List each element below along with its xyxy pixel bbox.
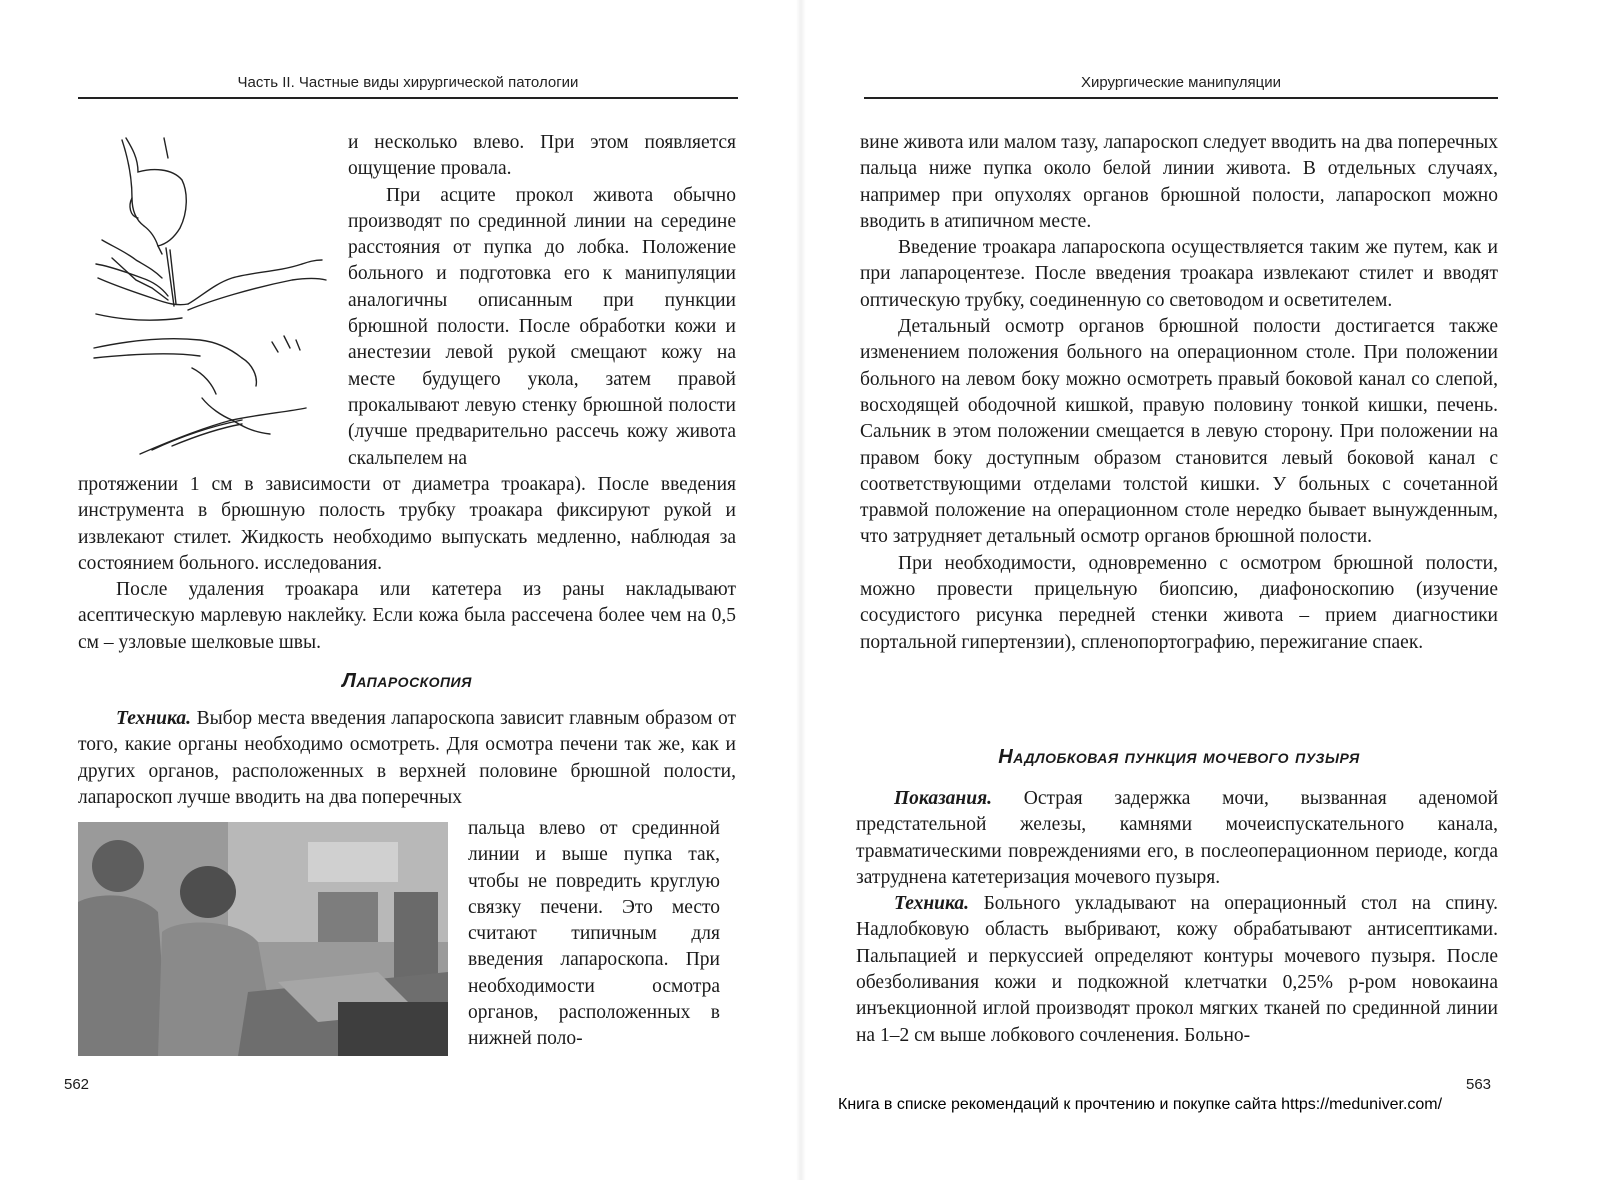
left-running-head: Часть II. Частные виды хирургической патологии bbox=[237, 74, 579, 91]
left-header-rule bbox=[78, 97, 738, 99]
indications-text: Острая задержка мочи, вызванная аденомой предстательной железы, камнями мочеиспускательного канала, травматическими повреждениями его, в послеоперационном периоде, когда затруднена катетеризация мочевого пузыря. bbox=[856, 788, 1498, 888]
technique-text: Выбор места введения лапароскопа зависит главным образом от того, какие органы необходимо осмотреть. Для осмотра печени так же, как и других органов, расположенных в верхней половине брюшной полости, лапароскоп лучше вводить на два поперечных bbox=[78, 708, 736, 808]
left-full-text bbox=[78, 472, 736, 656]
paragraph: пальца влево от срединной линии и выше пупка так, чтобы не повредить круглую связку печени. Это место считают типичным для введения лапароскопа. При необходимости осмотра органов, расположенных в нижней поло- bbox=[468, 818, 720, 1050]
indications-lead: Показания. bbox=[894, 788, 993, 809]
laparocentesis-drawing bbox=[92, 128, 330, 458]
technique-lead: Техника. bbox=[116, 708, 192, 729]
paragraph: После удаления троакара или катетера из раны накладывают асептическую марлевую наклейку. Если кожа была рассечена более чем на 0,5 см – узловые шелковые швы. bbox=[78, 579, 736, 653]
left-photo-wrap-text bbox=[468, 816, 720, 1053]
operating-room-photo bbox=[78, 822, 448, 1056]
left-wrap-text bbox=[348, 130, 736, 472]
right-header-rule bbox=[864, 97, 1498, 99]
paragraph: и несколько влево. При этом появляется ощущение провала. bbox=[348, 132, 736, 180]
technique-text: Больного укладывают на операционный стол на спину. Надлобковую область выбривают, кожу обрабатывают антисептиками. Пальпацией и перкуссией определяют контуры мочевого пузыря. После обезболивания кожи и подкожной клетчатки 0,25% р-ром новокаина инъекционной иглой производят прокол мягких тканей по срединной линии на 1–2 см выше лобкового сочленения. Больно- bbox=[856, 893, 1498, 1046]
paragraph: Введение троакара лапароскопа осуществляется таким же путем, как и при лапароцентезе. После введения троакара извлекают стилет и вводят оптическую трубку, соединенную со световодом и осветителем. bbox=[860, 237, 1498, 311]
right-page-number: 563 bbox=[1466, 1076, 1492, 1093]
paragraph: При необходимости, одновременно с осмотром брюшной полости, можно провести прицельную биопсию, диафоноскопию (изучение сосудистого рисунка передней стенки живота – прием диагностики портальной гипертензии), спленопортографию, пережигание спаек. bbox=[860, 552, 1498, 653]
paragraph: Детальный осмотр органов брюшной полости достигается также изменением положения больного на операционном столе. При положении больного на левом боку можно осмотреть правый боковой канал со слепой, восходящей ободочной кишкой, правую половину тонкой кишки, печень. Сальник в этом положении смещается в левую сторону. При положении на правом боку доступным образом становится левый боковой канал с соответствующими отделами толстой кишки. У больных с сочетанной травмой положение на операционном столе нередко бывает вынужденным, что затрудняет детальный осмотр органов брюшной полости. bbox=[860, 316, 1498, 548]
technique-lead: Техника. bbox=[894, 893, 970, 915]
paragraph: При асците прокол живота обычно производят по срединной линии на середине расстояния от пупка до лобка. Положение больного и подготовка его к манипуляции аналогичны описанным при пункции брюшной полости. После обработки кожи и анестезии левой рукой смещают кожу на месте будущего укола, затем правой прокалывают левую стенку брюшной полости (лучше предварительно рассечь кожу живота скальпелем на bbox=[348, 184, 736, 469]
left-page-number: 562 bbox=[64, 1076, 90, 1093]
footer-note: Книга в списке рекомендаций к прочтению и покупке сайта https://meduniver.com/ bbox=[838, 1096, 1443, 1113]
right-indications-text bbox=[856, 786, 1498, 1049]
paragraph: протяжении 1 см в зависимости от диаметра троакара). После введения инструмента в брюшную полость трубку троакара фиксируют рукой и извлекают стилет. Жидкость необходимо выпускать медленно, наблюдая за состоянием больного. исследования. bbox=[78, 474, 736, 574]
left-technique-text bbox=[78, 706, 736, 811]
section-heading-laparoscopy: Лапароскопия bbox=[342, 670, 472, 692]
paragraph: вине живота или малом тазу, лапароскоп следует вводить на два поперечных пальца ниже пупка около белой линии живота. В отдельных случаях, например при опухолях органов брюшной полости, лапароскоп можно вводить в атипичном месте. bbox=[860, 132, 1498, 232]
right-running-head: Хирургические манипуляции bbox=[1080, 74, 1282, 91]
right-body-text bbox=[860, 130, 1498, 656]
section-heading-suprapubic-puncture: Надлобковая пункция мочевого пузыря bbox=[998, 746, 1360, 768]
book-fold bbox=[796, 0, 806, 1180]
laparoscopy-photo bbox=[78, 822, 448, 1056]
